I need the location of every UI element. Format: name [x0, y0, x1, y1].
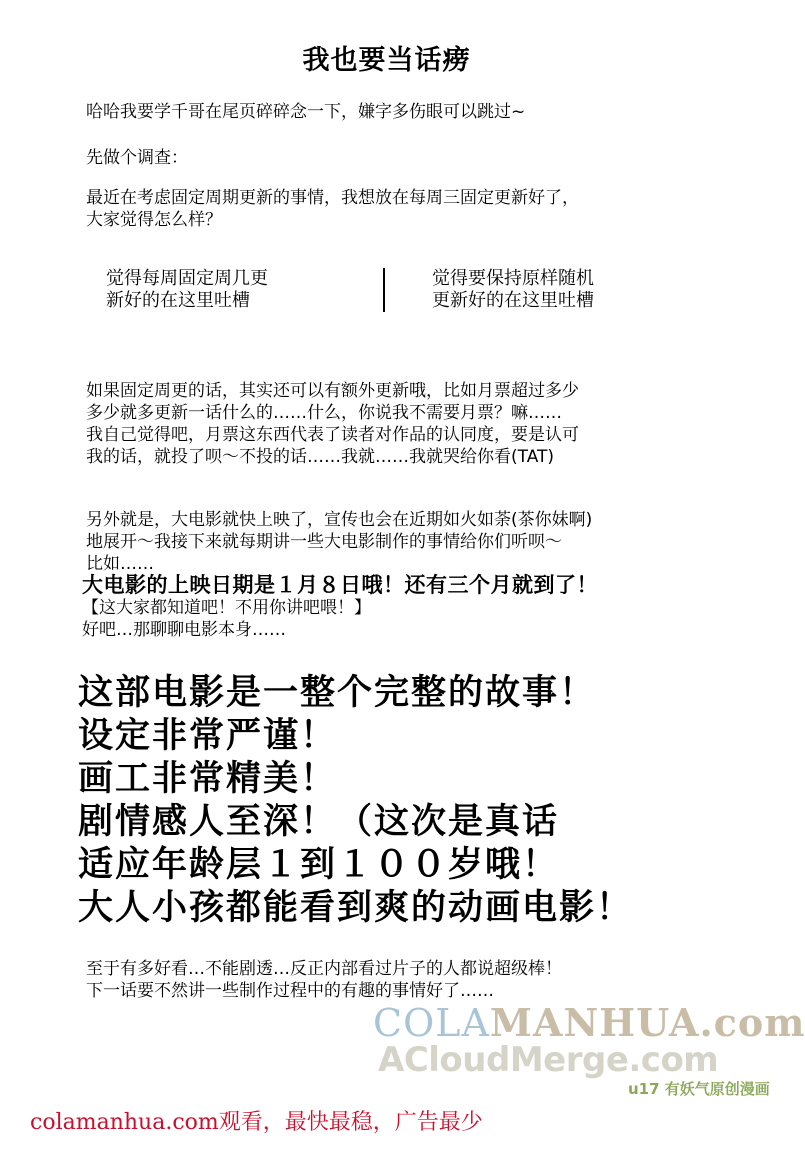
survey-divider	[383, 268, 385, 312]
survey-option-weekly: 觉得每周固定周几更 新好的在这里吐槽	[106, 268, 268, 311]
intro-paragraph: 哈哈我要学千哥在尾页碎碎念一下，嫌字多伤眼可以跳过~	[86, 102, 526, 122]
release-date-line: 大电影的上映日期是１月８日哦！还有三个月就到了！	[82, 573, 598, 597]
acloudmerge-watermark: ACloudMerge.com	[378, 1040, 719, 1080]
question-paragraph: 最近在考虑固定周期更新的事情，我想放在每周三固定更新好了， 大家觉得怎么样？	[86, 188, 579, 230]
highlight-item: 剧情感人至深！（这次是真话	[78, 802, 560, 842]
watermark-cola: COLA	[373, 1001, 490, 1045]
highlight-item: 这部电影是一整个完整的故事！	[78, 673, 597, 713]
highlights-list	[78, 672, 633, 930]
u17-watermark: u17 有妖气原创漫画	[628, 1080, 770, 1098]
page-title: 我也要当话痨	[302, 45, 471, 76]
closing-paragraph: 至于有多好看…不能剧透…反正内部看过片子的人都说超级棒！ 下一话要不然讲一些制作过程中的有趣的事情好了……	[86, 959, 562, 1001]
survey-options	[0, 268, 773, 314]
highlight-item: 大人小孩都能看到爽的动画电影！	[78, 888, 634, 928]
highlight-item: 设定非常严谨！	[78, 716, 338, 756]
survey-lead: 先做个调查：	[86, 148, 188, 168]
footer-ad-text: colamanhua.com观看，最快最稳，广告最少	[30, 1110, 483, 1135]
monthly-ticket-paragraph: 如果固定周更的话，其实还可以有额外更新哦，比如月票超过多少 多少就多更新一话什么的……什么，你说我不需要月票？嘛…… 我自己觉得吧，月票这东西代表了读者对作品的认同度，要是认可 我的话，就投了呗～不投的话……我就……我就哭给你看(TAT)	[86, 381, 579, 467]
highlight-item: 画工非常精美！	[78, 759, 338, 799]
movie-paragraph: 另外就是，大电影就快上映了，宣传也会在近期如火如荼(茶你妹啊) 地展开～我接下来就每期讲一些大电影制作的事情给你们听呗～ 比如……	[86, 510, 593, 574]
colamanhua-watermark	[373, 1000, 805, 1045]
watermark-manhua: MANHUA.com	[489, 1000, 805, 1045]
survey-option-random: 觉得要保持原样随机 更新好的在这里吐槽	[432, 268, 594, 311]
bracket-paragraph: 【这大家都知道吧！不用你讲吧喂！】 好吧…那聊聊电影本身……	[82, 598, 371, 640]
highlight-item: 适应年龄层１到１００岁哦！	[78, 845, 560, 885]
